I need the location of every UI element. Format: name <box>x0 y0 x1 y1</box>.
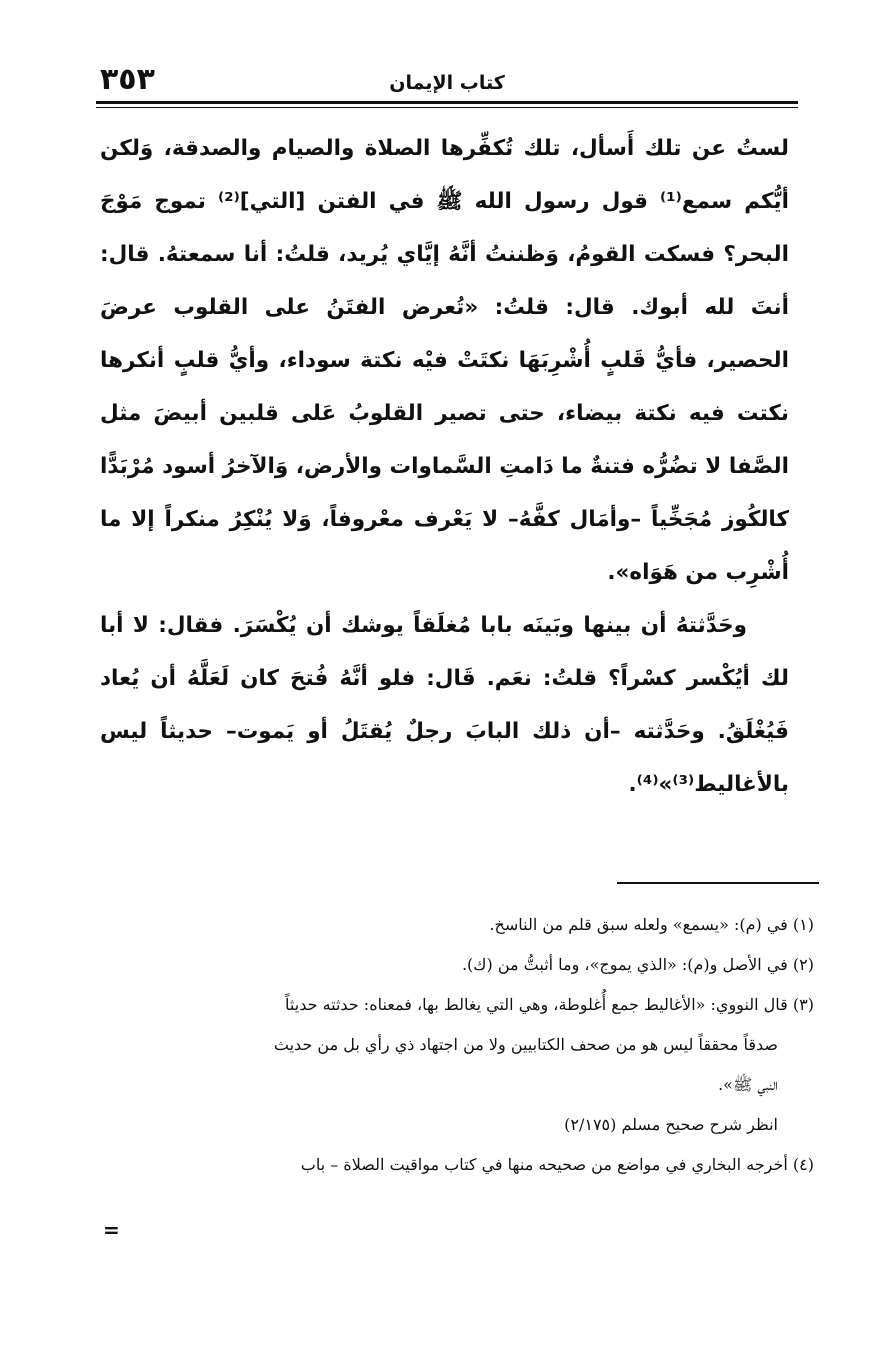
footnotes <box>100 905 814 1185</box>
footnote-3-line-3: النبي ﷺ». <box>718 1075 778 1094</box>
footnote-2: (٢) في الأصل و(م): «الذي يموج»، وما أثبتُّ من (ك). <box>461 955 814 974</box>
footnote-3-line-2: صدقاً محققاً ليس هو من صحف الكتابيين ولا من اجتهاد ذي رأي بل من حديث <box>273 1035 778 1054</box>
header-rule <box>96 101 798 104</box>
page-number: ٣٥٣ <box>100 62 155 97</box>
body-paragraph-2: وحَدَّثتهُ أن بينها وبَينَه بابا مُغلَقاً يوشك أن يُكْسَرَ. فقال: لا أبا لك أيُكْسر كسْراً؟ قلتُ: نعَم. قَال: فلو أنَّهُ فُتحَ كان لَعَلَّهُ أن يُعاد فَيُغْلَقُ. وحَدَّثته –أن ذلك البابَ رجلٌ يُقتَلُ أو يَموت– حديثاً ليس بالأغاليط⁽³⁾»⁽⁴⁾. <box>100 613 789 797</box>
footnote-3-line-1: (٣) قال النووي: «الأغاليط جمع أُغلوطة، وهي التي يغالط بها، فمعناه: حدثته حديثاً <box>285 995 814 1014</box>
running-title: كتاب الإيمان <box>389 72 505 94</box>
page-header <box>96 62 798 102</box>
body-paragraph-1: لستُ عن تلك أَسأل، تلك تُكفِّرها الصلاة والصيام والصدقة، وَلكن أيُّكم سمع⁽¹⁾ قول رسول الله ﷺ في الفتن [التي]⁽²⁾ تموج مَوْجَ البحر؟ فسكت القومُ، وَظننتُ أنَّهُ إيَّاي يُريد، قلتُ: أنا سمعتهُ. قال: أنتَ لله أبوك. قال: قلتُ: «تُعرض الفتَنُ على القلوب عرضَ الحصير، فأيُّ قَلبٍ أُشْرِبَهَا نكتَتْ فيْه نكتة سوداء، وأيُّ قلبٍ أنكرها نكتت فيه نكتة بيضاء، حتى تصير القلوبُ عَلى قلبين أبيضَ مثل الصَّفا لا تضُرُّه فتنةٌ ما دَامتِ السَّماوات والأرض، وَالآخرُ أسود مُرْبَدًّا كالكُوز مُجَخِّياً –وأمَال كفَّهُ– لا يَعْرف معْروفاً، وَلا يُنْكِرُ منكراً إلا ما أُشْرِب من هَوَاه». <box>100 136 789 585</box>
footnote-3-reference: انظر شرح صحيح مسلم (٢/١٧٥) <box>564 1115 778 1134</box>
footnote-1: (١) في (م): «يسمع» ولعله سبق قلم من الناسخ. <box>489 915 814 934</box>
footnote-4: (٤) أخرجه البخاري في مواضع من صحيحه منها في كتاب مواقيت الصلاة – باب <box>300 1155 814 1174</box>
footnote-separator <box>617 882 819 884</box>
footnote-3 <box>100 985 814 1105</box>
header-rule-thin <box>96 107 798 108</box>
main-text <box>100 122 789 811</box>
continuation-mark: = <box>103 1218 120 1242</box>
